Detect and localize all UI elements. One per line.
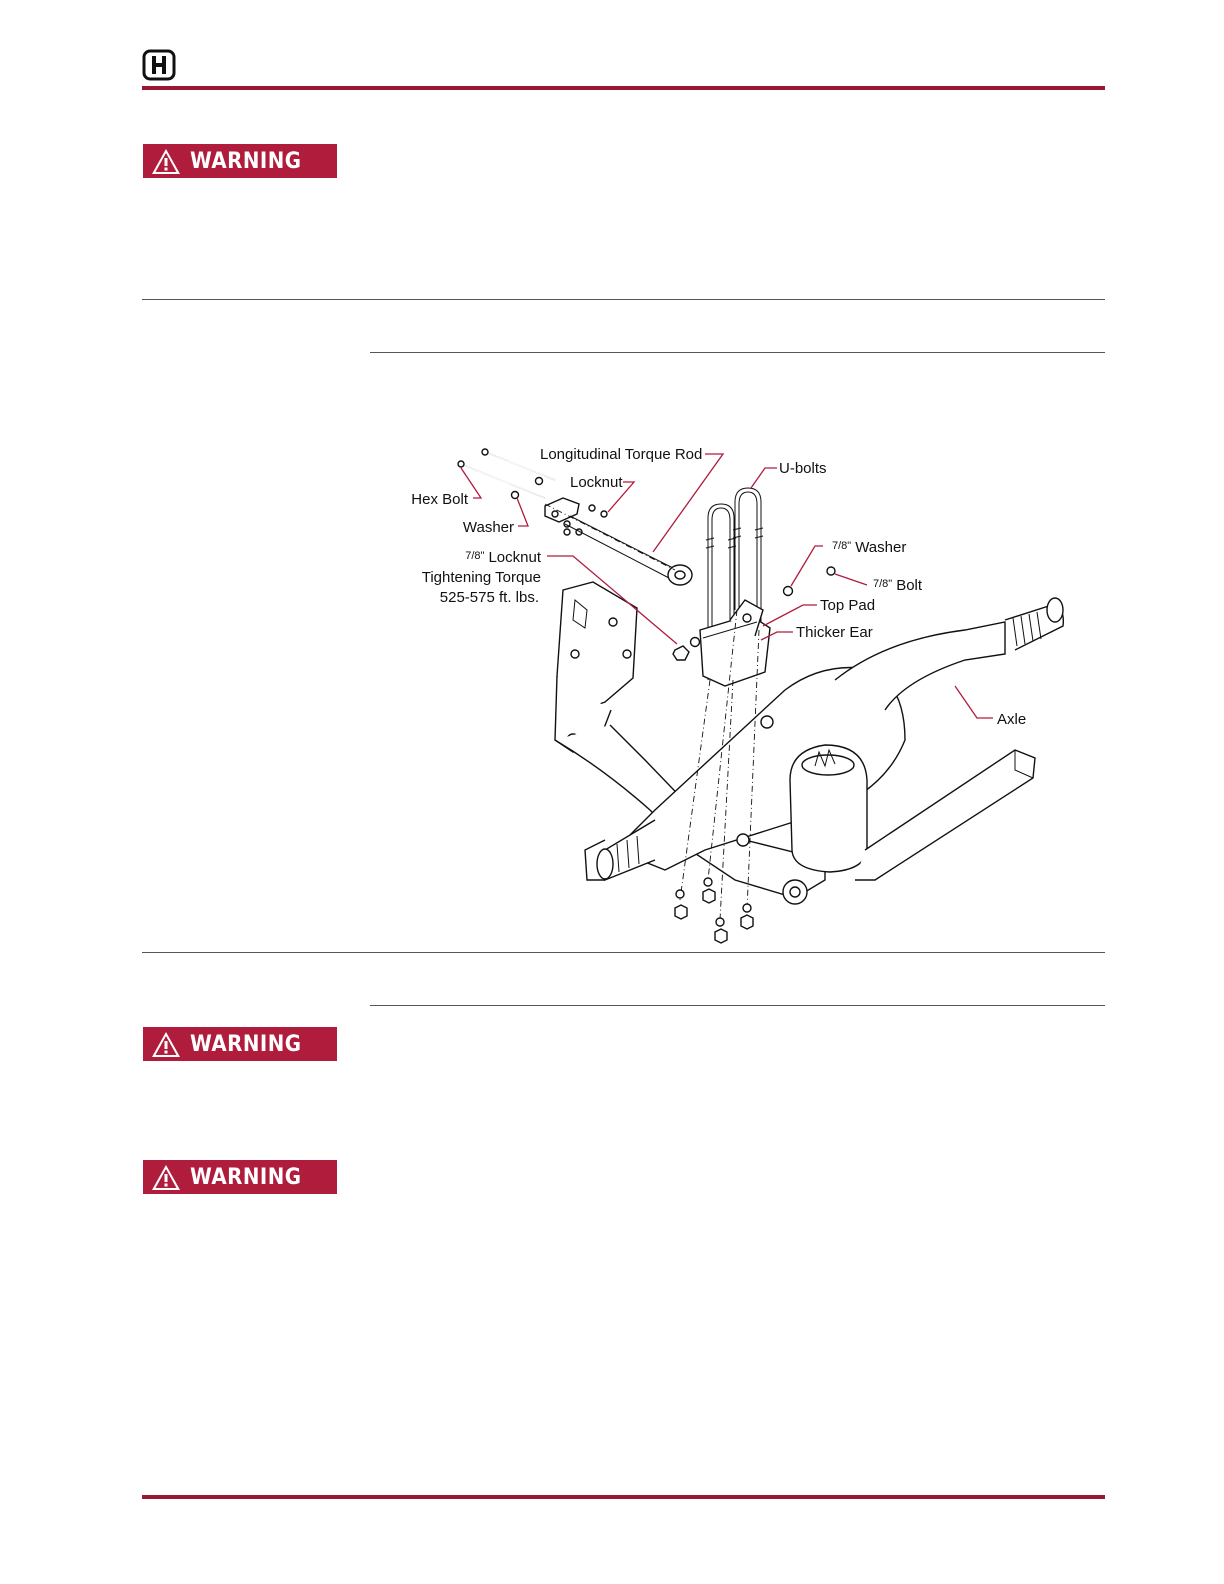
label-torque-value: 525-575 ft. lbs.	[439, 589, 539, 606]
leader-line	[763, 605, 817, 626]
washer-part	[536, 478, 543, 485]
seven-eighths-bolt	[784, 567, 836, 596]
leader-line	[517, 498, 528, 526]
locknut-part	[673, 646, 689, 660]
label-locknut: Locknut	[570, 474, 623, 491]
suspension-exploded-diagram	[405, 440, 1085, 950]
washer-part	[512, 492, 519, 499]
leader-line	[751, 468, 777, 488]
warning-label: WARNING	[190, 1164, 302, 1190]
warning-triangle-icon	[151, 1164, 181, 1191]
header-rule	[142, 86, 1105, 90]
leader-line	[791, 546, 823, 586]
label-longitudinal-torque-rod: Longitudinal Torque Rod	[540, 446, 703, 463]
leader-line	[955, 686, 993, 718]
label-axle: Axle	[997, 711, 1027, 728]
warning-label: WARNING	[190, 148, 302, 174]
warning-banner	[143, 1160, 337, 1194]
frame-hanger	[555, 582, 637, 752]
longitudinal-torque-rod	[565, 516, 692, 585]
footer-rule	[142, 1495, 1105, 1499]
label-thicker-ear: Thicker Ear	[796, 624, 873, 641]
section-divider	[142, 952, 1105, 953]
subsection-divider	[370, 352, 1105, 353]
warning-banner	[143, 144, 337, 178]
warning-label: WARNING	[190, 1031, 302, 1057]
warning-triangle-icon	[151, 148, 181, 175]
leader-line	[835, 574, 867, 585]
top-pad	[700, 600, 770, 686]
warning-triangle-icon	[151, 1031, 181, 1058]
label-tightening-torque: Tightening Torque	[421, 569, 541, 586]
label-bolt-seven-eighths: $^{7/8"}$ Bolt	[873, 577, 923, 594]
label-washer-seven-eighths: $^{7/8"}$ Washer	[832, 539, 907, 556]
label-u-bolts: U-bolts	[779, 460, 827, 477]
hendrickson-h-logo-icon	[142, 49, 176, 81]
warning-banner	[143, 1027, 337, 1061]
section-divider	[142, 299, 1105, 300]
label-locknut-seven-eighths: $^{7/8"}$ Locknut	[465, 549, 541, 566]
label-top-pad: Top Pad	[820, 597, 876, 614]
bottom-nuts	[675, 878, 753, 943]
subsection-divider	[370, 1005, 1105, 1006]
air-spring	[790, 745, 867, 872]
label-hex-bolt: Hex Bolt	[411, 491, 468, 508]
washer-part	[691, 638, 700, 647]
label-washer: Washer	[462, 519, 514, 536]
